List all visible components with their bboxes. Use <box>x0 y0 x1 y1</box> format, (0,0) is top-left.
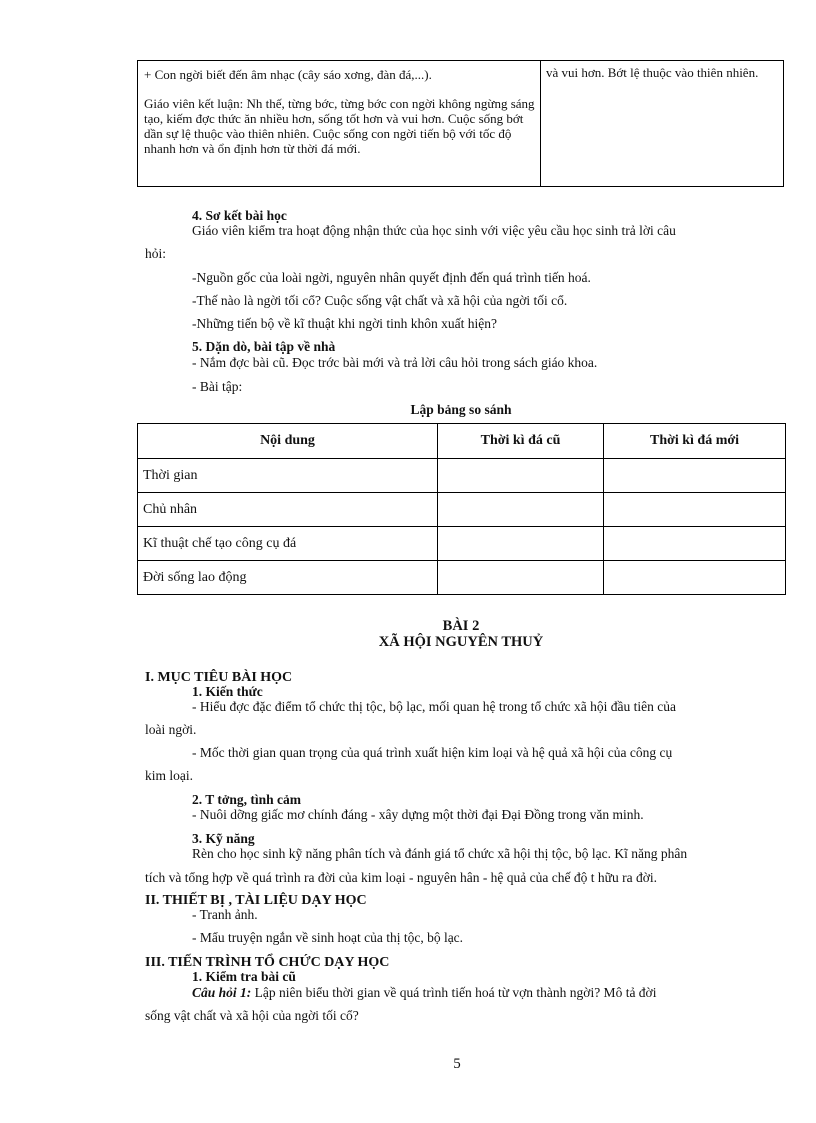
music-line: + Con ngời biết đến âm nhạc (cây sáo xơng, đàn đá,...). <box>144 67 432 82</box>
question-1: -Nguồn gốc của loài ngời, nguyên nhân quyết định đến quá trình tiến hoá. <box>192 270 591 285</box>
row-label: Thời gian <box>138 459 438 493</box>
table-cell <box>438 527 604 561</box>
table-title: Lập bảng so sánh <box>410 402 512 417</box>
teacher-conclusion: Giáo viên kết luận: Nh thế, từng bớc, từng bớc con ngời không ngừng sáng tạo, kiếm đợc thức ăn nhiều hơn, sống tốt hơn và vui hơn. Cuộc sống bớt dần sự lệ thuộc vào thiên nhiên. Cuộc sống con ngời tiến bộ với tốc độ nhanh hơn và ổn định hơn từ thời đá mới. <box>144 96 535 156</box>
row-label: Kĩ thuật chế tạo công cụ đá <box>138 527 438 561</box>
table-header-row <box>138 424 786 459</box>
section4-intro-line1: Giáo viên kiểm tra hoạt động nhận thức của học sinh với việc yêu cầu học sinh trả lời câu <box>192 223 676 238</box>
section5-line1: - Nắm đợc bài cũ. Đọc trớc bài mới và trả lời câu hỏi trong sách giáo khoa. <box>192 355 598 370</box>
question-text: Lập niên biểu thời gian về quá trình tiến hoá từ vợn thành ngời? Mô tả đời <box>251 985 657 1000</box>
page-number: 5 <box>453 1056 461 1072</box>
header-old-stone-age: Thời kì đá cũ <box>438 424 604 459</box>
part3-heading: III. TIẾN TRÌNH TỔ CHỨC DẠY HỌC <box>145 955 390 970</box>
table-row <box>138 493 786 527</box>
lesson-title: XÃ HỘI NGUYÊN THUỶ <box>378 634 544 650</box>
comparison-table <box>137 423 786 595</box>
right-column: và vui hơn. Bớt lệ thuộc vào thiên nhiên. <box>546 65 759 80</box>
part1-s2-line1: - Nuôi dỡng giấc mơ chính đáng - xây dựng một thời đại Đại Đồng trong văn minh. <box>192 807 644 822</box>
part2-line1: - Tranh ảnh. <box>192 907 258 922</box>
table-cell <box>604 493 786 527</box>
table-cell <box>438 561 604 595</box>
part3-question1 <box>192 985 656 1001</box>
header-content: Nội dung <box>138 424 438 459</box>
part3-sub1: 1. Kiểm tra bài cũ <box>192 969 296 984</box>
table-cell <box>438 459 604 493</box>
part1-s1-line2: loài ngời. <box>145 722 197 737</box>
question-2: -Thế nào là ngời tối cổ? Cuộc sống vật chất và xã hội của ngời tối cổ. <box>192 293 568 308</box>
lesson-number: BÀI 2 <box>442 618 480 634</box>
part1-s1-line3: - Mốc thời gian quan trọng của quá trình xuất hiện kim loại và hệ quả xã hội của công cụ <box>192 745 673 760</box>
part3-question1-line2: sống vật chất và xã hội của ngời tối cổ? <box>145 1008 359 1023</box>
table-cell <box>604 561 786 595</box>
table-cell <box>604 527 786 561</box>
table-cell <box>438 493 604 527</box>
part2-line2: - Mẩu truyện ngắn về sinh hoạt của thị tộc, bộ lạc. <box>192 930 464 945</box>
question-3: -Những tiến bộ về kĩ thuật khi ngời tinh khôn xuất hiện? <box>192 316 498 331</box>
table-row <box>138 561 786 595</box>
part1-s3-line2: tích và tổng hợp về quá trình ra đời của kim loại - nguyên hân - hệ quả của chế độ t hữu ra đời. <box>145 870 657 885</box>
table-row <box>138 459 786 493</box>
part1-sub1: 1. Kiến thức <box>192 684 263 699</box>
part1-sub3: 3. Kỹ năng <box>192 831 255 846</box>
row-label: Chủ nhân <box>138 493 438 527</box>
left-column <box>144 67 536 156</box>
column-divider <box>540 61 541 186</box>
part2-heading: II. THIẾT BỊ , TÀI LIỆU DẠY HỌC <box>145 893 367 908</box>
question-label: Câu hỏi 1: <box>192 985 252 1000</box>
continuation-table-box <box>137 60 784 187</box>
section5-heading: 5. Dặn dò, bài tập về nhà <box>192 339 336 354</box>
section4-heading: 4. Sơ kết bài học <box>192 208 287 223</box>
row-label: Đời sống lao động <box>138 561 438 595</box>
header-new-stone-age: Thời kì đá mới <box>604 424 786 459</box>
part1-sub2: 2. T tởng, tình cảm <box>192 792 301 807</box>
part1-heading: I. MỤC TIÊU BÀI HỌC <box>145 670 293 685</box>
part1-s1-line1: - Hiểu đợc đặc điểm tổ chức thị tộc, bộ lạc, mối quan hệ trong tổ chức xã hội đầu tiên của <box>192 699 676 714</box>
part1-s3-line1: Rèn cho học sinh kỹ năng phân tích và đánh giá tổ chức xã hội thị tộc, bộ lạc. Kĩ năng phân <box>192 846 688 861</box>
table-row <box>138 527 786 561</box>
part1-s1-line4: kim loại. <box>145 768 193 783</box>
section4-intro-line2: hỏi: <box>145 246 167 261</box>
table-cell <box>604 459 786 493</box>
section5-line2: - Bài tập: <box>192 379 243 394</box>
